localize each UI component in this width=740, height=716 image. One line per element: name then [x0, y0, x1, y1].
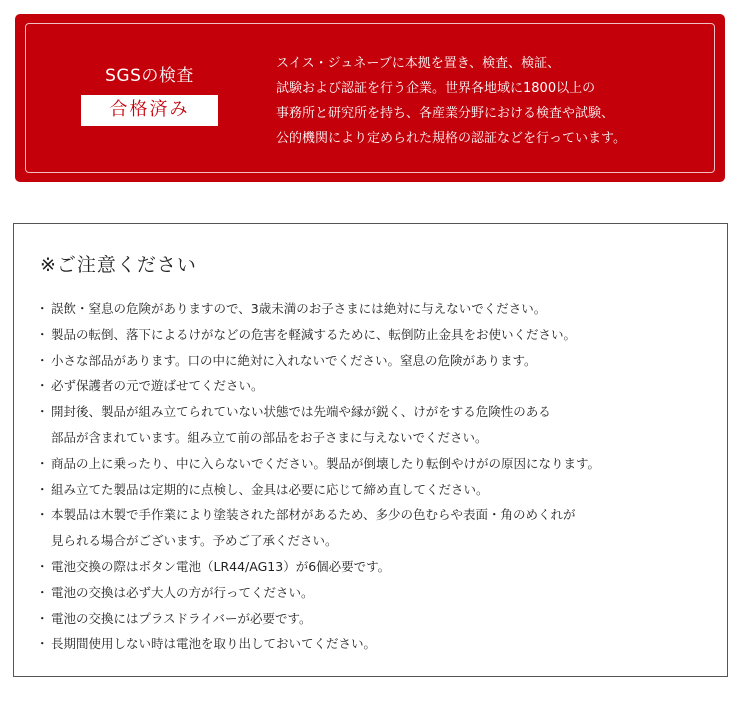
- caution-item: [36, 580, 726, 606]
- bullet: ・: [36, 455, 49, 471]
- bullet: ・: [36, 584, 49, 600]
- sgs-banner-frame: [25, 23, 715, 173]
- bullet: ・: [36, 610, 49, 626]
- caution-notice-box: [13, 223, 728, 677]
- sgs-description-line: スイス・ジュネーブに本拠を置き、検査、検証、: [276, 56, 561, 71]
- caution-item-text: 電池交換の際はボタン電池（LR44/AG13）が6個必要です。: [51, 558, 391, 574]
- caution-item: [36, 554, 726, 580]
- caution-item: [36, 296, 726, 322]
- caution-list: [36, 296, 726, 657]
- caution-item-text: 商品の上に乗ったり、中に入らないでください。製品が倒壊したり転倒やけがの原因になります。: [51, 455, 601, 471]
- caution-item-text: 必ず保護者の元で遊ばせてください。: [51, 378, 264, 394]
- bullet: ・: [36, 301, 49, 316]
- caution-item: [36, 502, 726, 528]
- caution-item-text: 本製品は木製で手作業により塗装された部材があるため、多少の色むらや表面・角のめくれが: [51, 507, 576, 523]
- sgs-description: [276, 51, 696, 151]
- caution-item-text: 組み立てた製品は定期的に点検し、金具は必要に応じて締め直してください。: [51, 481, 489, 497]
- caution-item: [36, 399, 726, 425]
- caution-item: [36, 451, 726, 477]
- sgs-passed-badge: 合格済み: [81, 95, 218, 126]
- bullet: ・: [36, 326, 49, 342]
- sgs-description-line: 公的機関により定められた規格の認証などを行っています。: [276, 131, 626, 146]
- caution-item-continuation: 部品が含まれています。組み立て前の部品をお子さまに与えないでください。: [51, 429, 488, 445]
- bullet: ・: [36, 378, 49, 394]
- sgs-description-line: 事務所と研究所を持ち、各産業分野における検査や試験、: [276, 106, 615, 121]
- caution-item-text: 誤飲・窒息の危険がありますので、3歳未満のお子さまには絶対に与えないでください。: [51, 301, 547, 316]
- caution-item: [36, 477, 726, 503]
- caution-item-text: 製品の転倒、落下によるけがなどの危害を軽減するために、転倒防止金具をお使いください。: [51, 326, 577, 342]
- caution-item-text: 電池の交換にはプラスドライバーが必要です。: [51, 610, 312, 626]
- caution-item: [36, 606, 726, 632]
- bullet: ・: [36, 558, 49, 574]
- caution-item-text: 電池の交換は必ず大人の方が行ってください。: [51, 584, 314, 600]
- bullet: ・: [36, 507, 49, 523]
- caution-item: [36, 348, 726, 374]
- caution-item-text: 長期間使用しない時は電池を取り出しておいてください。: [51, 636, 377, 652]
- caution-item: [36, 373, 726, 399]
- caution-item-continuation: 見られる場合がございます。予めご了承ください。: [51, 533, 338, 549]
- bullet: ・: [36, 404, 49, 420]
- caution-item: [36, 322, 726, 348]
- bullet: ・: [36, 352, 49, 368]
- sgs-badge-group: [81, 65, 218, 126]
- sgs-title: SGSの検査: [105, 66, 194, 86]
- caution-item-text: 開封後、製品が組み立てられていない状態では先端や縁が鋭く、けがをする危険性のある: [51, 404, 551, 420]
- caution-item-text: 小さな部品があります。口の中に絶対に入れないでください。窒息の危険があります。: [51, 352, 537, 368]
- bullet: ・: [36, 481, 49, 497]
- caution-item: [36, 631, 726, 657]
- sgs-description-line: 試験および認証を行う企業。世界各地域に1800以上の: [276, 81, 596, 96]
- sgs-certification-banner: [15, 14, 725, 182]
- caution-title: ※ご注意ください: [40, 254, 197, 276]
- bullet: ・: [36, 636, 49, 652]
